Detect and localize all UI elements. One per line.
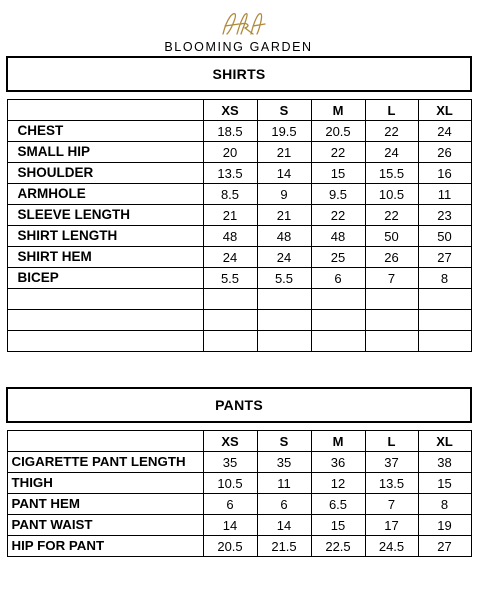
size-header-l: L <box>365 431 418 452</box>
measurement-value: 27 <box>418 247 471 268</box>
measurement-value: 36 <box>311 452 365 473</box>
table-row <box>7 142 471 163</box>
table-row <box>7 121 471 142</box>
measurement-value: 6 <box>311 268 365 289</box>
measurement-value: 9.5 <box>311 184 365 205</box>
measurement-value <box>311 310 365 331</box>
measurement-value <box>203 310 257 331</box>
measurement-value <box>418 310 471 331</box>
measurement-value <box>203 289 257 310</box>
measurement-value: 9 <box>257 184 311 205</box>
measurement-value: 48 <box>311 226 365 247</box>
measurement-value: 11 <box>257 473 311 494</box>
brand-logo-icon <box>213 8 269 42</box>
measurement-label <box>7 310 203 331</box>
measurement-label: SMALL HIP <box>7 142 203 163</box>
measurement-value: 21 <box>257 205 311 226</box>
measurement-value: 35 <box>203 452 257 473</box>
measurement-value: 15 <box>418 473 471 494</box>
measurement-label: SHIRT HEM <box>7 247 203 268</box>
measurement-value: 15.5 <box>365 163 418 184</box>
measurement-label: CIGARETTE PANT LENGTH <box>7 452 203 473</box>
measurement-value: 38 <box>418 452 471 473</box>
measurement-label: THIGH <box>7 473 203 494</box>
table-row <box>7 268 471 289</box>
measurement-value: 48 <box>203 226 257 247</box>
table-row <box>7 205 471 226</box>
measurement-value: 6 <box>203 494 257 515</box>
pants-header-blank <box>7 431 203 452</box>
table-row <box>7 289 471 310</box>
measurement-value <box>311 289 365 310</box>
measurement-value: 26 <box>418 142 471 163</box>
shirts-header-blank <box>7 100 203 121</box>
table-row <box>7 473 471 494</box>
measurement-label: PANT HEM <box>7 494 203 515</box>
measurement-value: 16 <box>418 163 471 184</box>
size-header-xs: XS <box>203 431 257 452</box>
size-header-s: S <box>257 100 311 121</box>
size-header-m: M <box>311 431 365 452</box>
measurement-value: 24 <box>257 247 311 268</box>
size-header-xl: XL <box>418 431 471 452</box>
size-header-s: S <box>257 431 311 452</box>
table-row <box>7 247 471 268</box>
pants-title: PANTS <box>7 388 471 422</box>
measurement-value <box>257 331 311 352</box>
pants-title-row <box>7 388 471 422</box>
shirts-size-header-row <box>7 100 471 121</box>
pants-size-header-row <box>7 431 471 452</box>
measurement-value: 21.5 <box>257 536 311 557</box>
measurement-label: CHEST <box>7 121 203 142</box>
measurement-label: SHOULDER <box>7 163 203 184</box>
table-row <box>7 515 471 536</box>
measurement-value: 19.5 <box>257 121 311 142</box>
measurement-value: 15 <box>311 163 365 184</box>
pants-spacer <box>7 422 471 431</box>
shirts-spacer <box>7 91 471 100</box>
size-header-l: L <box>365 100 418 121</box>
shirts-size-table <box>6 56 472 352</box>
table-row <box>7 310 471 331</box>
measurement-value: 13.5 <box>365 473 418 494</box>
measurement-label: SLEEVE LENGTH <box>7 205 203 226</box>
size-header-xs: XS <box>203 100 257 121</box>
measurement-value <box>365 331 418 352</box>
measurement-value: 20.5 <box>203 536 257 557</box>
shirts-spacer-row <box>7 91 471 100</box>
measurement-value: 21 <box>257 142 311 163</box>
measurement-value: 11 <box>418 184 471 205</box>
measurement-label <box>7 331 203 352</box>
brand-name: BLOOMING GARDEN <box>164 40 313 54</box>
measurement-value <box>257 310 311 331</box>
measurement-value <box>365 310 418 331</box>
measurement-value <box>365 289 418 310</box>
table-row <box>7 331 471 352</box>
shirts-title-row <box>7 57 471 91</box>
measurement-value: 7 <box>365 494 418 515</box>
measurement-value: 50 <box>365 226 418 247</box>
pants-size-table <box>6 387 472 557</box>
measurement-value: 14 <box>203 515 257 536</box>
measurement-value: 12 <box>311 473 365 494</box>
measurement-value: 15 <box>311 515 365 536</box>
table-row <box>7 536 471 557</box>
measurement-label: ARMHOLE <box>7 184 203 205</box>
size-header-m: M <box>311 100 365 121</box>
measurement-value: 8 <box>418 494 471 515</box>
measurement-value: 23 <box>418 205 471 226</box>
measurement-value: 13.5 <box>203 163 257 184</box>
measurement-value: 20 <box>203 142 257 163</box>
measurement-value: 22 <box>365 121 418 142</box>
table-row <box>7 163 471 184</box>
measurement-value: 10.5 <box>203 473 257 494</box>
measurement-value: 24 <box>203 247 257 268</box>
measurement-value: 7 <box>365 268 418 289</box>
measurement-label: HIP FOR PANT <box>7 536 203 557</box>
measurement-value: 25 <box>311 247 365 268</box>
table-row <box>7 184 471 205</box>
measurement-value <box>203 331 257 352</box>
measurement-value: 14 <box>257 163 311 184</box>
measurement-value: 37 <box>365 452 418 473</box>
measurement-value: 8.5 <box>203 184 257 205</box>
measurement-value: 35 <box>257 452 311 473</box>
measurement-value: 8 <box>418 268 471 289</box>
measurement-value: 18.5 <box>203 121 257 142</box>
table-row <box>7 226 471 247</box>
measurement-value: 26 <box>365 247 418 268</box>
measurement-value <box>311 331 365 352</box>
measurement-value: 22.5 <box>311 536 365 557</box>
measurement-value: 20.5 <box>311 121 365 142</box>
measurement-value <box>418 289 471 310</box>
measurement-value: 24.5 <box>365 536 418 557</box>
measurement-value: 19 <box>418 515 471 536</box>
measurement-value: 21 <box>203 205 257 226</box>
measurement-label: BICEP <box>7 268 203 289</box>
measurement-value: 14 <box>257 515 311 536</box>
measurement-value: 10.5 <box>365 184 418 205</box>
measurement-label <box>7 289 203 310</box>
measurement-value: 5.5 <box>257 268 311 289</box>
measurement-value: 24 <box>418 121 471 142</box>
measurement-value: 6.5 <box>311 494 365 515</box>
measurement-value: 6 <box>257 494 311 515</box>
table-row <box>7 494 471 515</box>
table-row <box>7 452 471 473</box>
measurement-value: 50 <box>418 226 471 247</box>
size-header-xl: XL <box>418 100 471 121</box>
measurement-value: 22 <box>311 205 365 226</box>
pants-spacer-row <box>7 422 471 431</box>
measurement-value <box>257 289 311 310</box>
measurement-label: SHIRT LENGTH <box>7 226 203 247</box>
measurement-value: 22 <box>311 142 365 163</box>
measurement-value: 24 <box>365 142 418 163</box>
measurement-value: 48 <box>257 226 311 247</box>
shirts-title: SHIRTS <box>7 57 471 91</box>
measurement-value <box>418 331 471 352</box>
measurement-value: 22 <box>365 205 418 226</box>
measurement-label: PANT WAIST <box>7 515 203 536</box>
measurement-value: 5.5 <box>203 268 257 289</box>
measurement-value: 27 <box>418 536 471 557</box>
measurement-value: 17 <box>365 515 418 536</box>
